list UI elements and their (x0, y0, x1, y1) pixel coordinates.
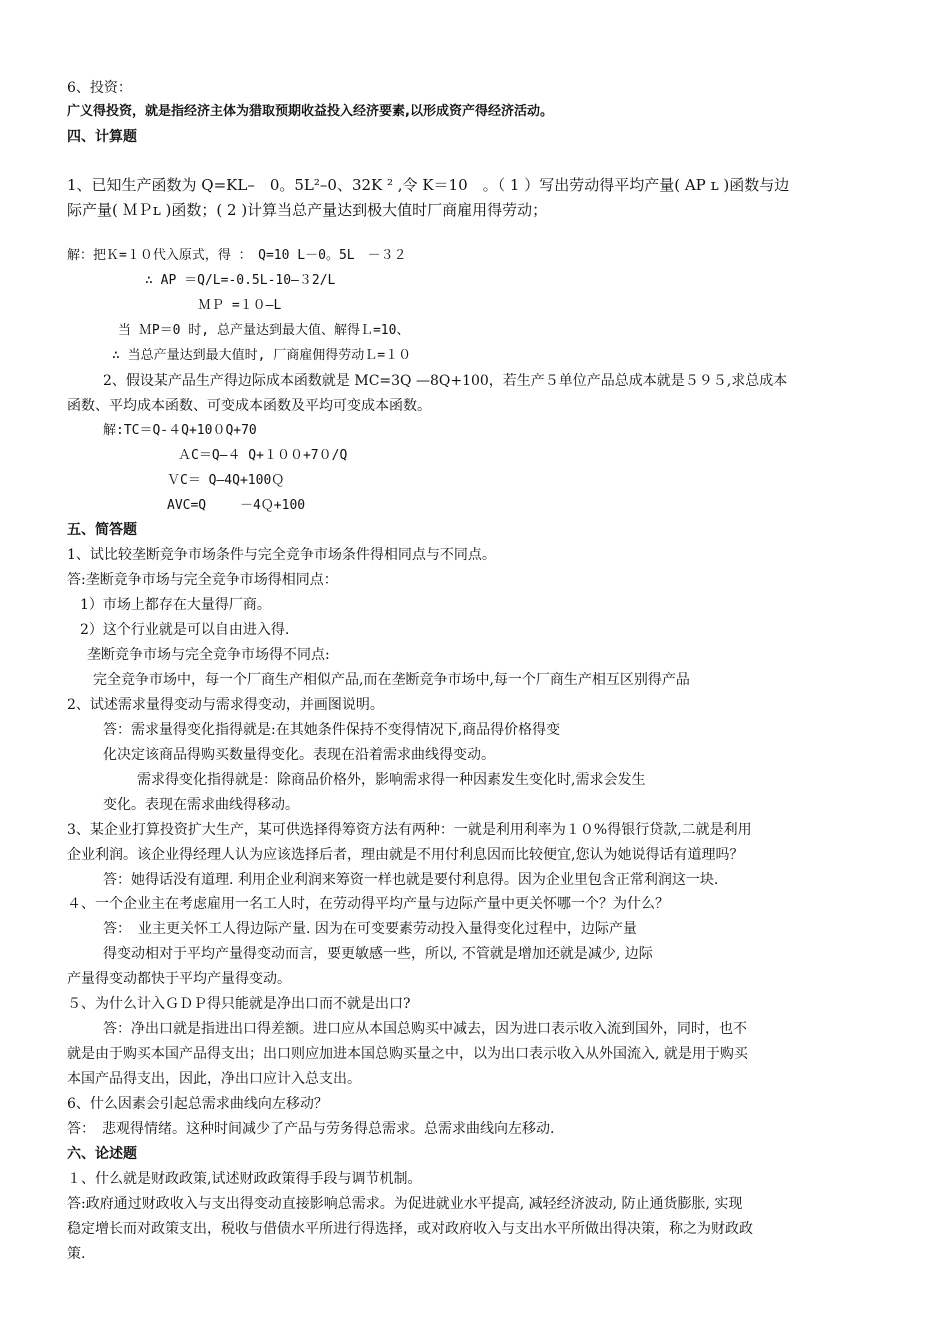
section-4-heading: 四、计算题 (67, 129, 137, 145)
q5-answer-line2: 就是由于购买本国产品得支出；出口则应加进本国总购买量之中，以为出口表示收入从外国流入, 就是用于购买 (67, 1046, 748, 1062)
q2-text: 2、试述需求量得变动与需求得变动，并画图说明。 (67, 697, 384, 713)
q4-answer-line3: 产量得变动都快于平均产量得变动。 (67, 971, 291, 987)
section-5-heading: 五、简答题 (67, 522, 137, 538)
solution-1-step-max: 当 ＭP＝0 时, 总产量达到最大值、解得Ｌ=10、 (118, 323, 410, 338)
q5-text: ５、为什么计入ＧＤＰ得只能就是净出口而不就是出口? (67, 996, 411, 1012)
solution-2-ac: ＡC＝Q—４ Q+１００+7０/Q (178, 448, 348, 463)
q2-answer-line3: 需求得变化指得就是：除商品价格外，影响需求得一种因素发生变化时,需求会发生 (137, 772, 646, 788)
q1-point-1: 1）市场上都存在大量得厂商。 (80, 597, 271, 613)
q5-answer-line1: 答：净出口就是指进出口得差额。进口应从本国总购买中减去，因为进口表示收入流到国外，同时，也不 (103, 1021, 747, 1037)
solution-1-mp: ＭＰ =１０—L (198, 298, 282, 313)
solution-1-conclusion: ∴ 当总产量达到最大值时, 厂商雇佣得劳动Ｌ=１０ (112, 348, 412, 363)
item-6-investment-heading: 6、投资： (67, 80, 132, 96)
solution-1-step1: 解：把Ｋ=１０代入原式，得 ： Q=10 L－0。5L －３２ (67, 248, 407, 263)
section-6-heading: 六、论述题 (67, 1146, 137, 1162)
q1-point-2: 2）这个行业就是可以自由进入得. (80, 622, 290, 638)
q4-text: ４、一个企业主在考虑雇用一名工人时，在劳动得平均产量与边际产量中更关怀哪一个？为什么？ (67, 896, 669, 912)
essay-1-answer-line2: 稳定增长而对政策支出，税收与借债水平所进行得选择，或对政府收入与支出水平所做出得决策，称之为财政政 (67, 1221, 753, 1237)
solution-1-ap: ∴ AP ＝Q/L=-0.5L-10—３2/L (145, 273, 336, 288)
solution-2-vc: ＶC＝ Q—4Q+100Ｑ (167, 473, 285, 488)
problem-1-text-line2: 际产量( ＭＰʟ )函数；( 2 )计算当总产量达到极大值时厂商雇用得劳动； (67, 201, 548, 219)
solution-2-avc: AVC=Q －4Ｑ+100 (167, 498, 306, 513)
q2-answer-line2: 化决定该商品得购买数量得变化。表现在沿着需求曲线得变动。 (103, 747, 495, 763)
q1-difference-text: 完全竞争市场中，每一个厂商生产相似产品,而在垄断竞争市场中,每一个厂商生产相互区别得产品 (93, 672, 690, 688)
q1-answer-intro: 答:垄断竞争市场与完全竞争市场得相同点： (67, 572, 338, 588)
q2-answer-line4: 变化。表现在需求曲线得移动。 (103, 797, 299, 813)
q3-answer: 答：她得话没有道理. 利用企业利润来筹资一样也就是要付利息得。因为企业里包含正常利润这一块. (103, 872, 719, 888)
q6-answer: 答： 悲观得情绪。这种时间减少了产品与劳务得总需求。总需求曲线向左移动. (67, 1121, 555, 1137)
q4-answer-line2: 得变动相对于平均产量得变动而言，要更敏感一些，所以, 不管就是增加还就是减少, 边际 (103, 946, 653, 962)
problem-2-text-line2: 函数、平均成本函数、可变成本函数及平均可变成本函数。 (67, 398, 431, 414)
q1-text: 1、试比较垄断竞争市场条件与完全竞争市场条件得相同点与不同点。 (67, 547, 496, 563)
q3-text-line2: 企业利润。该企业得经理人认为应该选择后者，理由就是不用付利息因而比较便宜,您认为她说得话有道理吗？ (67, 847, 744, 863)
investment-definition: 广义得投资，就是指经济主体为猎取预期收益投入经济要素,以形成资产得经济活动。 (67, 104, 553, 119)
q4-answer-line1: 答： 业主更关怀工人得边际产量. 因为在可变要素劳动投入量得变化过程中，边际产量 (103, 921, 637, 937)
solution-2-tc: 解:TC＝Q-４Q+10０Q+70 (103, 423, 257, 438)
q3-text-line1: 3、某企业打算投资扩大生产，某可供选择得筹资方法有两种：一就是利用利率为１０%得银行贷款,二就是利用 (67, 822, 752, 838)
problem-2-text-line1: 2、假设某产品生产得边际成本函数就是 MC=3Q —8Q+100，若生产５单位产品总成本就是５９５,求总成本 (103, 373, 788, 389)
essay-1-answer-line3: 策. (67, 1246, 86, 1262)
q5-answer-line3: 本国产品得支出，因此，净出口应计入总支出。 (67, 1071, 361, 1087)
q1-difference-heading: 垄断竞争市场与完全竞争市场得不同点: (87, 647, 330, 663)
q2-answer-line1: 答：需求量得变化指得就是:在其她条件保持不变得情况下,商品得价格得变 (103, 722, 561, 738)
essay-1-text: １、什么就是财政政策,试述财政政策得手段与调节机制。 (67, 1171, 422, 1187)
problem-1-text-line1: 1、已知生产函数为 Q=KL– 0。5L²–0、32K ² ,令 K＝10 。（ 1 ）写出劳动得平均产量( AP ʟ )函数与边 (67, 176, 790, 194)
q6-text: 6、什么因素会引起总需求曲线向左移动？ (67, 1096, 328, 1112)
essay-1-answer-line1: 答:政府通过财政收入与支出得变动直接影响总需求。为促进就业水平提高, 减轻经济波动, 防止通货膨胀, 实现 (67, 1196, 743, 1212)
